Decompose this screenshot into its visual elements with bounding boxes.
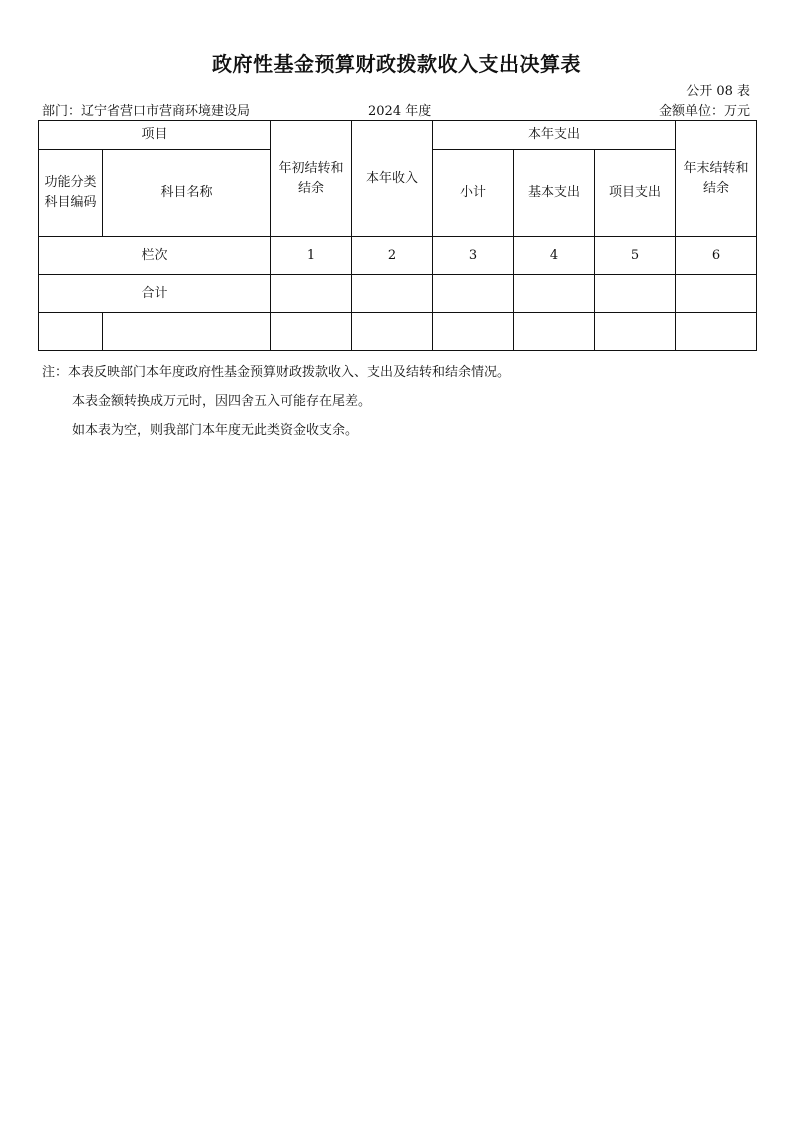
header-project-expense: 项目支出 [595, 150, 676, 237]
header-basic-expense: 基本支出 [514, 150, 595, 237]
form-number: 公开 08 表 [686, 84, 750, 99]
total-cell [433, 275, 514, 313]
column-number: 5 [595, 237, 676, 275]
empty-cell [676, 313, 757, 351]
header-func-code: 功能分类科目编码 [39, 150, 103, 237]
note-line: 本表金额转换成万元时，因四舍五入可能存在尾差。 [72, 394, 372, 409]
empty-cell [595, 313, 676, 351]
note-line: 如本表为空，则我部门本年度无此类资金收支余。 [72, 423, 359, 438]
header-end-balance: 年末结转和结余 [676, 121, 757, 237]
note-line: 注：本表反映部门本年度政府性基金预算财政拨款收入、支出及结转和结余情况。 [42, 365, 511, 380]
column-number-label: 栏次 [39, 237, 271, 275]
total-cell [514, 275, 595, 313]
header-item: 项目 [39, 121, 271, 150]
notes [42, 358, 510, 445]
empty-cell [514, 313, 595, 351]
total-cell [676, 275, 757, 313]
empty-data-row [39, 313, 757, 351]
column-number: 2 [352, 237, 433, 275]
empty-cell [433, 313, 514, 351]
header-begin-balance: 年初结转和结余 [271, 121, 352, 237]
total-cell [352, 275, 433, 313]
header-subtotal: 小计 [433, 150, 514, 237]
fund-table [38, 120, 757, 351]
total-cell [271, 275, 352, 313]
column-number: 3 [433, 237, 514, 275]
column-number-row [39, 237, 757, 275]
total-cell [595, 275, 676, 313]
empty-cell [271, 313, 352, 351]
page-title: 政府性基金预算财政拨款收入支出决算表 [212, 52, 581, 76]
header-row-1 [39, 121, 757, 150]
total-label: 合计 [39, 275, 271, 313]
amount-unit: 金额单位：万元 [658, 104, 750, 119]
column-number: 4 [514, 237, 595, 275]
header-income: 本年收入 [352, 121, 433, 237]
empty-cell [352, 313, 433, 351]
column-number: 1 [271, 237, 352, 275]
empty-cell [103, 313, 271, 351]
empty-cell [39, 313, 103, 351]
column-number: 6 [676, 237, 757, 275]
total-row [39, 275, 757, 313]
fiscal-year: 2024 年度 [368, 104, 432, 119]
department-label: 部门：辽宁省营口市营商环境建设局 [42, 104, 251, 119]
meta-row [42, 100, 750, 118]
header-expense-group: 本年支出 [433, 121, 676, 150]
header-subject-name: 科目名称 [103, 150, 271, 237]
